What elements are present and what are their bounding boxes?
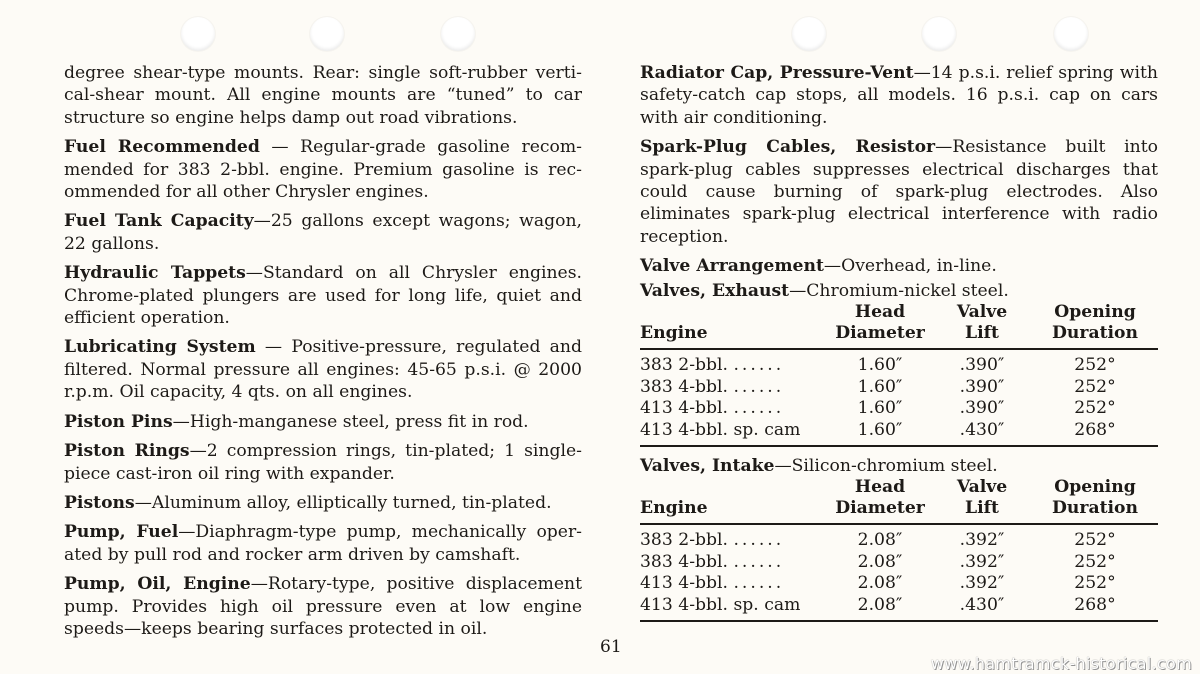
col-valve-lift-1: Valve [956, 302, 1008, 323]
duration-cell: 252° [1074, 376, 1116, 397]
table-row [640, 573, 1158, 595]
lift-cell: .392″ [959, 530, 1005, 551]
engine-cell: 383 2-bbl. [640, 355, 728, 376]
duration-cell: 268° [1032, 595, 1158, 622]
engine-cell: 413 4-bbl. sp. cam [640, 594, 801, 615]
spec-paragraph: Pump, Oil, Engine—Rotary-type, positive displacement pump. Provides high oil pressure even at low engine speeds—keeps bearing surfaces protected in oil. [64, 574, 583, 639]
col-valve-lift-2: Lift [932, 323, 1032, 349]
table-header-row [640, 323, 1158, 349]
lift-cell: .392″ [959, 573, 1005, 594]
spec-paragraph: Spark-Plug Cables, Resistor—Resistance built into spark-plug cables suppresses electrical discharges that could cause burning of spark-plug electrodes. Also eliminates spark-plug electrical interference with radio reception. [640, 137, 1158, 247]
lift-cell: .392″ [959, 551, 1005, 572]
table-row [640, 377, 1158, 399]
binder-hole-6 [1054, 17, 1088, 51]
intake-valves-title: Valves, Intake—Silicon-chromium steel. [640, 456, 998, 477]
table-header-row [640, 498, 1158, 524]
col-opening-duration-2: Duration [1032, 323, 1158, 349]
col-engine: Engine [640, 323, 828, 349]
leader-dots: ...... [733, 355, 785, 376]
leader-dots: ...... [733, 398, 785, 419]
exhaust-valves-table [640, 302, 1158, 447]
diameter-cell: 1.60″ [828, 420, 932, 447]
engine-cell: 413 4-bbl. sp. cam [640, 419, 801, 440]
exhaust-valves-title: Valves, Exhaust—Chromium-nickel steel. [640, 280, 1009, 301]
duration-cell: 252° [1074, 551, 1116, 572]
binder-hole-5 [922, 17, 956, 51]
page-number: 61 [600, 637, 622, 657]
leader-dots: ...... [733, 376, 785, 397]
col-opening-duration-2: Duration [1032, 498, 1158, 524]
leader-dots: ...... [733, 573, 785, 594]
col-head-diameter-2: Diameter [828, 323, 932, 349]
table-header-row [640, 302, 1158, 323]
table-header-row [640, 477, 1158, 498]
lift-cell: .430″ [932, 595, 1032, 622]
table-row [640, 524, 1158, 552]
table-row [640, 595, 1158, 622]
leader-dots: ...... [733, 551, 785, 572]
right-column [640, 62, 1158, 622]
spec-paragraph: Piston Pins—High-manganese steel, press fit in rod. [64, 411, 529, 432]
lift-cell: .390″ [959, 376, 1005, 397]
table-row [640, 398, 1158, 420]
col-opening-duration-1: Opening [1054, 477, 1136, 498]
spec-paragraph: Pump, Fuel—Diaphragm-type pump, mechanically oper-ated by pull rod and rocker arm driven by camshaft. [64, 522, 582, 565]
diameter-cell: 2.08″ [857, 530, 903, 551]
diameter-cell: 2.08″ [857, 551, 903, 572]
spec-paragraph: Lubricating System — Positive-pressure, regulated and filtered. Normal pressure all engines: 45-65 p.s.i. @ 2000 r.p.m. Oil capacity, 4 qts. on all engines. [64, 337, 583, 403]
engine-cell: 413 4-bbl. [640, 573, 728, 594]
binder-hole-4 [792, 17, 826, 51]
binder-hole-1 [181, 17, 215, 51]
diameter-cell: 2.08″ [857, 573, 903, 594]
diameter-cell: 1.60″ [857, 398, 903, 419]
left-column [64, 62, 582, 647]
col-opening-duration-1: Opening [1054, 302, 1136, 323]
col-head-diameter-1: Head [854, 302, 906, 323]
spec-paragraph: Piston Rings—2 compression rings, tin-plated; 1 single-piece cast-iron oil ring with expander. [64, 441, 582, 484]
lift-cell: .390″ [959, 355, 1005, 376]
diameter-cell: 1.60″ [857, 355, 903, 376]
lift-cell: .430″ [932, 420, 1032, 447]
lift-cell: .390″ [959, 398, 1005, 419]
binder-hole-3 [441, 17, 475, 51]
site-watermark: www.hamtramck-historical.com [930, 654, 1192, 673]
engine-cell: 413 4-bbl. [640, 398, 728, 419]
spec-paragraph: Pistons—Aluminum alloy, elliptically turned, tin-plated. [64, 492, 552, 513]
spec-paragraph: Valve Arrangement—Overhead, in-line. [640, 256, 997, 277]
leader-dots: ...... [733, 530, 785, 551]
col-head-diameter-1: Head [854, 477, 906, 498]
col-head-diameter-2: Diameter [828, 498, 932, 524]
col-valve-lift-1: Valve [956, 477, 1008, 498]
duration-cell: 252° [1074, 530, 1116, 551]
duration-cell: 252° [1074, 398, 1116, 419]
diameter-cell: 2.08″ [828, 595, 932, 622]
table-row [640, 420, 1158, 447]
spec-paragraph: Fuel Recommended — Regular-grade gasoline recom-mended for 383 2-bbl. engine. Premium gasoline is rec-ommended for all other Chrysler engines. [64, 137, 582, 203]
table-row [640, 552, 1158, 574]
duration-cell: 252° [1074, 355, 1116, 376]
col-engine: Engine [640, 498, 828, 524]
duration-cell: 252° [1074, 573, 1116, 594]
spec-paragraph: Radiator Cap, Pressure-Vent—14 p.s.i. relief spring with safety-catch cap stops, all models. 16 p.s.i. cap on cars with air conditioning. [640, 63, 1158, 128]
diameter-cell: 1.60″ [857, 376, 903, 397]
table-row [640, 349, 1158, 377]
col-valve-lift-2: Lift [932, 498, 1032, 524]
engine-cell: 383 4-bbl. [640, 376, 728, 397]
intake-valves-table [640, 477, 1158, 622]
engine-cell: 383 4-bbl. [640, 551, 728, 572]
duration-cell: 268° [1032, 420, 1158, 447]
binder-hole-2 [310, 17, 344, 51]
spec-paragraph: degree shear-type mounts. Rear: single soft-rubber verti-cal-shear mount. All engine mounts are “tuned” to car structure so engine helps damp out road vibrations. [64, 63, 582, 128]
engine-cell: 383 2-bbl. [640, 530, 728, 551]
spec-paragraph: Fuel Tank Capacity—25 gallons except wagons; wagon, 22 gallons. [64, 211, 582, 254]
spec-paragraph: Hydraulic Tappets—Standard on all Chrysler engines. Chrome-plated plungers are used for long life, quiet and efficient operation. [64, 263, 582, 329]
